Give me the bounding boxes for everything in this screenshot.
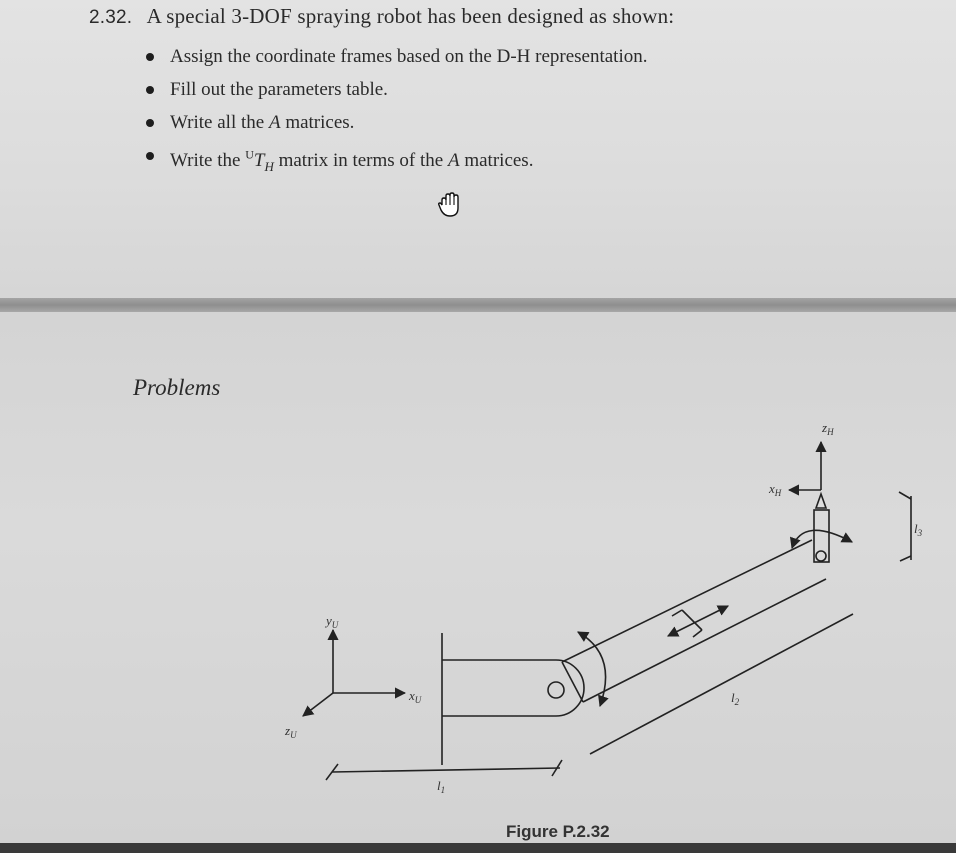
label-l2: $l_2$ — [731, 690, 740, 707]
figure-caption: Figure P.2.32 — [506, 822, 610, 841]
task-item — [146, 106, 648, 139]
bullet-icon — [146, 119, 154, 127]
label-yU: $y_U$ — [326, 613, 339, 630]
label-zH: $z_H$ — [822, 420, 834, 437]
revolute-joint-1 — [556, 660, 584, 716]
task-item — [146, 139, 648, 175]
task-item — [146, 73, 648, 106]
label-l1: $l_1$ — [437, 778, 446, 795]
task-item — [146, 40, 648, 73]
task-list — [146, 40, 648, 175]
bullet-icon — [146, 86, 154, 94]
label-xU: $x_U$ — [409, 688, 422, 705]
robot-figure — [0, 312, 956, 843]
bullet-icon — [146, 53, 154, 61]
task-text: Fill out the parameters table. — [170, 79, 388, 100]
problem-statement: A special 3-DOF spraying robot has been designed as shown: — [146, 4, 675, 28]
section-title: Problems — [133, 375, 221, 400]
l2-dimension — [590, 614, 853, 754]
task-text: Write the $^UT_H$ matrix in terms of the A matrices. — [170, 148, 534, 175]
label-zU: $z_U$ — [285, 723, 297, 740]
problem-number: 2.32. — [89, 7, 133, 28]
bullet-icon — [146, 152, 154, 160]
problem-header — [89, 4, 674, 29]
task-text: Assign the coordinate frames based on the D-H representation. — [170, 46, 648, 67]
z-axis-U — [303, 693, 333, 716]
task-text: Write all the A matrices. — [170, 112, 355, 133]
l1-dimension — [332, 768, 560, 772]
label-l3: $l_3$ — [914, 521, 923, 538]
hand-cursor-icon — [437, 191, 461, 219]
bottom-edge — [0, 843, 956, 853]
arm-link — [562, 540, 812, 662]
label-xH: $x_H$ — [769, 481, 782, 498]
page-divider — [0, 298, 956, 312]
